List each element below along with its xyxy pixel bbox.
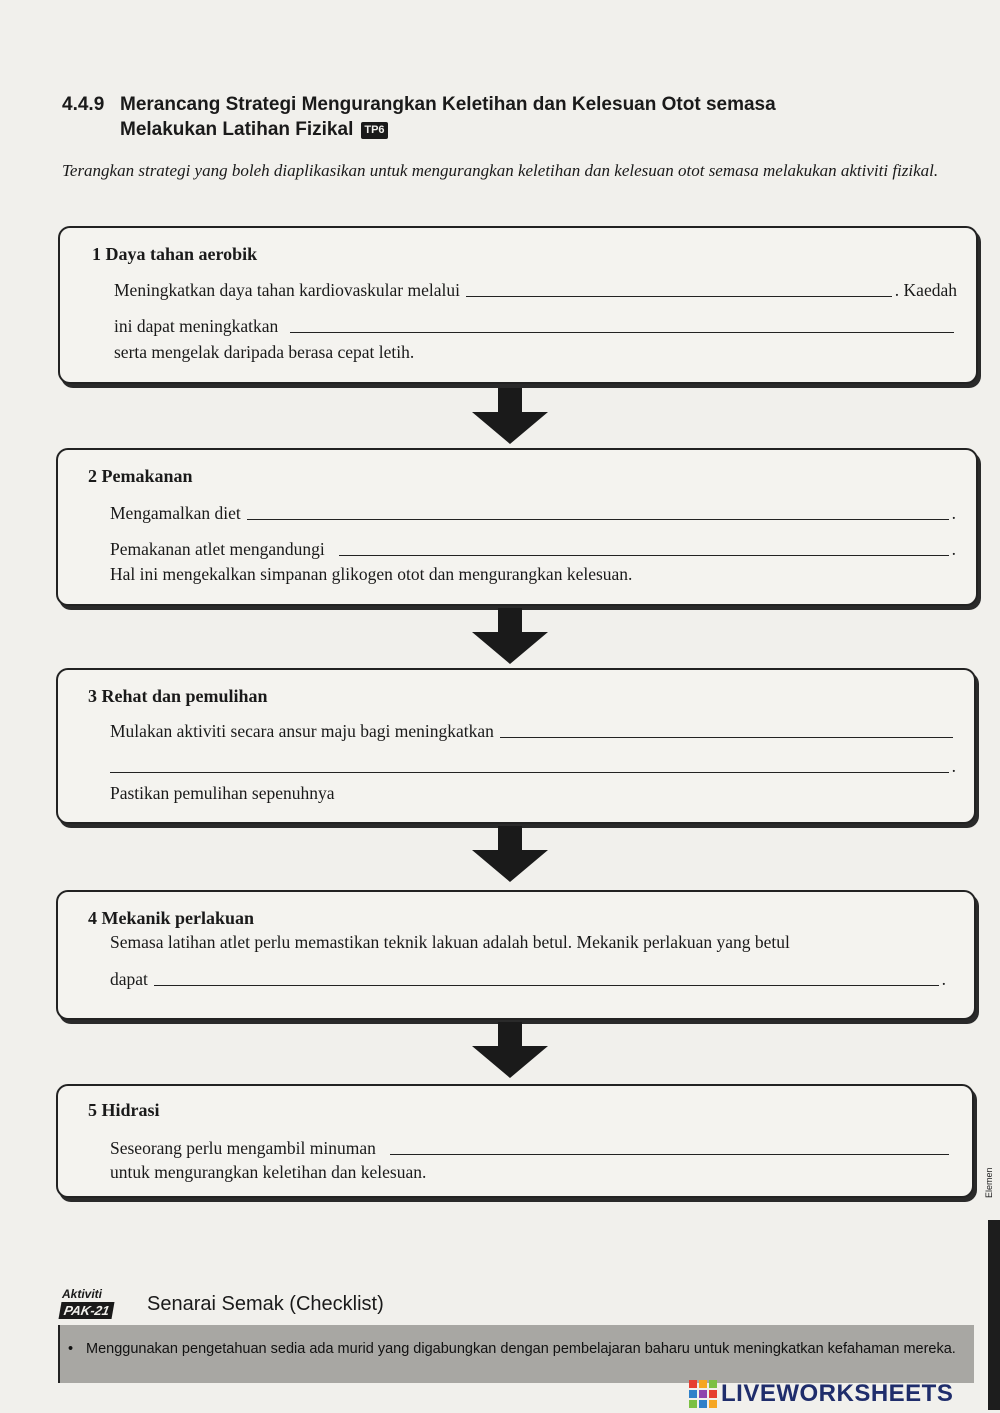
- down-arrow-icon: [472, 608, 548, 664]
- answer-blank-6[interactable]: [110, 758, 949, 773]
- strategy-box-rest: [56, 668, 976, 824]
- strategy-box-nutrition: [56, 448, 978, 606]
- box-text: Meningkatkan daya tahan kardiovaskular melalui: [114, 280, 460, 300]
- checklist-title: Senarai Semak (Checklist): [147, 1293, 384, 1315]
- answer-blank-8[interactable]: [390, 1140, 949, 1155]
- box-text: .: [941, 969, 946, 989]
- answer-blank-5[interactable]: [500, 723, 953, 738]
- section-heading: [62, 92, 962, 142]
- box-text: ini dapat meningkatkan: [114, 316, 279, 336]
- bullet-icon: •: [68, 1341, 74, 1357]
- activity-code: PAK-21: [59, 1302, 115, 1319]
- box-text: Mengamalkan diet: [110, 503, 241, 523]
- box-title: 3 Rehat dan pemulihan: [88, 686, 268, 706]
- strategy-box-mechanics: [56, 890, 976, 1020]
- box-text: untuk mengurangkan keletihan dan kelesuan.: [110, 1162, 427, 1182]
- answer-blank-7[interactable]: [154, 971, 939, 986]
- section-number: 4.4.9: [62, 94, 105, 115]
- liveworksheets-logo-icon: [688, 1379, 718, 1409]
- watermark-text: LIVEWORKSHEETS: [721, 1380, 954, 1407]
- box-text: . Kaedah: [894, 280, 957, 300]
- box-text: Semasa latihan atlet perlu memastikan teknik lakuan adalah betul. Mekanik perlakuan yang betul: [110, 932, 790, 952]
- activity-label: Aktiviti: [62, 1287, 103, 1301]
- strategy-box-aerobic: [58, 226, 978, 384]
- box-text: serta mengelak daripada berasa cepat letih.: [114, 342, 415, 362]
- box-text: .: [951, 503, 956, 523]
- box-text: .: [951, 539, 956, 559]
- checklist-item: Menggunakan pengetahuan sedia ada murid yang digabungkan dengan pembelajaran baharu untuk meningkatkan kefahaman mereka.: [86, 1341, 956, 1357]
- answer-blank-1[interactable]: [466, 282, 892, 297]
- box-title: 4 Mekanik perlakuan: [88, 908, 255, 928]
- box-title: 5 Hidrasi: [88, 1100, 160, 1120]
- section-title-line1: Merancang Strategi Mengurangkan Keletihan dan Kelesuan Otot semasa: [120, 94, 776, 115]
- box-text: .: [951, 756, 956, 776]
- answer-blank-3[interactable]: [247, 505, 949, 520]
- tp-badge: TP6: [361, 122, 387, 139]
- box-text: Pastikan pemulihan sepenuhnya: [110, 783, 335, 803]
- box-text: dapat: [110, 969, 148, 989]
- box-text: Seseorang perlu mengambil minuman: [110, 1138, 376, 1158]
- checklist-text: [70, 1340, 965, 1358]
- box-text: Mulakan aktiviti secara ansur maju bagi meningkatkan: [110, 721, 494, 741]
- answer-blank-4[interactable]: [339, 541, 949, 556]
- answer-blank-2[interactable]: [290, 318, 954, 333]
- strategy-box-hydration: [56, 1084, 974, 1198]
- down-arrow-icon: [472, 826, 548, 882]
- activity-badge: [60, 1287, 134, 1327]
- side-tab: [988, 1220, 1000, 1410]
- liveworksheets-watermark: [688, 1378, 953, 1410]
- section-title-line2: Melakukan Latihan Fizikal: [120, 119, 354, 140]
- box-text: Hal ini mengekalkan simpanan glikogen otot dan mengurangkan kelesuan.: [110, 564, 633, 584]
- instruction-text: Terangkan strategi yang boleh diaplikasikan untuk mengurangkan keletihan dan kelesuan otot semasa melakukan aktiviti fizikal.: [62, 161, 939, 180]
- down-arrow-icon: [472, 1022, 548, 1078]
- box-title: 2 Pemakanan: [88, 466, 193, 486]
- box-title: 1 Daya tahan aerobik: [92, 244, 258, 264]
- box-text: Pemakanan atlet mengandungi: [110, 539, 325, 559]
- down-arrow-icon: [472, 388, 548, 444]
- side-tab-label: Elemen: [984, 1167, 994, 1198]
